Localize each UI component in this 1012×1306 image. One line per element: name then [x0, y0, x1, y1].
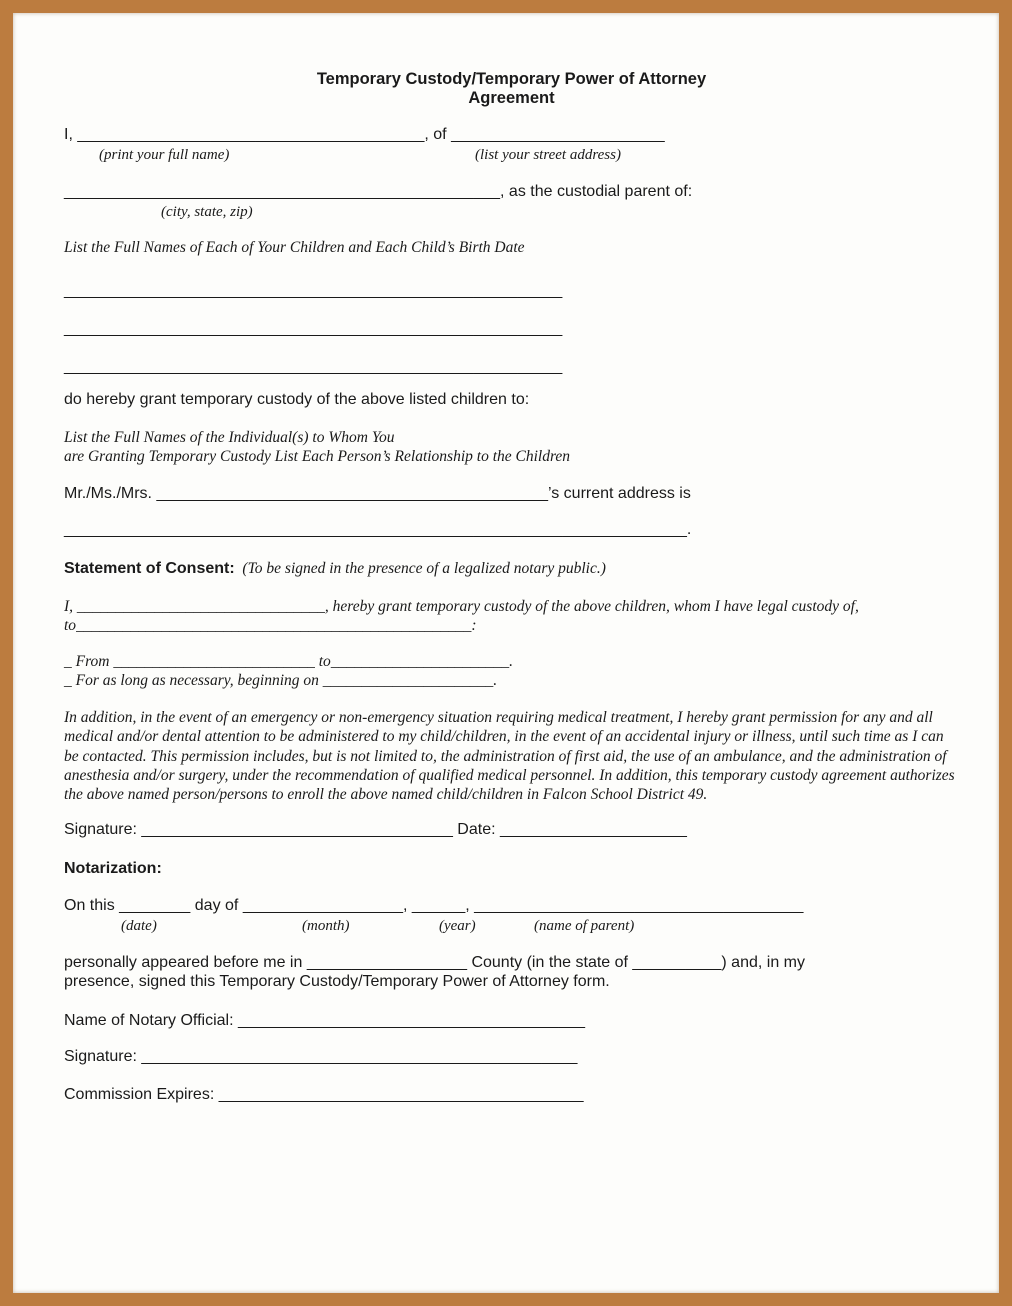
year-hint: (year): [439, 918, 476, 935]
form-content: [13, 13, 999, 1105]
date-blank: _____________________: [499, 821, 687, 839]
of-label: , of: [424, 126, 452, 143]
notary-signature-label: Signature:: [64, 1048, 142, 1066]
grantee-heading-line1: List the Full Names of the Individual(s) to Whom You: [64, 429, 395, 446]
grantee-name-line: [64, 484, 959, 504]
notary-date-blank: ________: [119, 897, 191, 915]
full-name-blank: _______________________________________: [77, 126, 425, 143]
i-label: I,: [64, 126, 78, 143]
consent-to-blank: ___________________________________________________: [76, 617, 472, 634]
county-blank: __________________: [306, 954, 467, 972]
child-blank-line-2: [64, 319, 959, 339]
child-blank-line-1: [64, 281, 959, 301]
mr-ms-mrs-label: Mr./Ms./Mrs.: [64, 485, 157, 502]
county-label: County (in the state of: [467, 954, 633, 972]
city-state-zip-blank: _________________________________________________: [64, 183, 501, 200]
grantee-address-period: .: [686, 521, 692, 538]
notary-hints: [64, 916, 959, 937]
from-label: _ From: [64, 653, 114, 670]
grantee-address-blank: ______________________________________________________________________: [64, 521, 687, 538]
city-hints: [64, 202, 959, 223]
city-line: [64, 182, 959, 202]
appeared-prefix: personally appeared before me in: [64, 954, 307, 972]
to-date-blank: _______________________: [330, 653, 510, 670]
on-this-label: On this: [64, 897, 120, 915]
duration-label: _ For as long as necessary, beginning on: [64, 672, 323, 689]
form-title: [64, 70, 959, 108]
appeared-line-2: presence, signed this Temporary Custody/Temporary Power of Attorney form.: [64, 973, 610, 991]
notary-name-blank: _______________________________________: [237, 1012, 586, 1030]
appeared-line-1: [64, 953, 959, 972]
child-blank-line-3: [64, 357, 959, 377]
custodial-parent-label: , as the custodial parent of:: [500, 183, 693, 200]
child-2-blank: ________________________________________________________: [64, 320, 563, 337]
signature-date-line: [64, 820, 959, 840]
consent-to-line: [64, 616, 959, 635]
notary-signature-line: [64, 1047, 959, 1067]
notarization-heading: Notarization:: [64, 860, 162, 878]
street-address-hint: (list your street address): [475, 147, 621, 163]
consent-grant-text: , hereby grant temporary custody of the above children, whom I have legal custody of,: [324, 598, 859, 615]
commission-label: Commission Expires:: [64, 1086, 219, 1104]
commission-blank: _________________________________________: [218, 1086, 584, 1104]
notary-comma1: ,: [402, 897, 412, 915]
grantee-name-blank: ____________________________________________: [156, 485, 548, 502]
commission-line: [64, 1085, 959, 1105]
consent-name-blank: ________________________________: [76, 598, 325, 615]
signature-blank: ___________________________________: [141, 821, 453, 839]
notary-name-line: [64, 1011, 959, 1031]
duration-period: .: [493, 672, 498, 689]
city-state-zip-hint: (city, state, zip): [161, 204, 253, 220]
consent-grant-line: [64, 597, 959, 616]
notary-comma2: ,: [465, 897, 475, 915]
state-blank: __________: [632, 954, 722, 972]
child-3-blank: ________________________________________________________: [64, 358, 563, 375]
duration-line: [64, 671, 959, 690]
month-hint: (month): [302, 918, 350, 935]
child-1-blank: ________________________________________________________: [64, 282, 563, 299]
notary-signature-blank: _________________________________________________: [141, 1048, 578, 1066]
name-address-hints: [64, 145, 959, 166]
grantee-address-line: [64, 520, 959, 540]
consent-to-label: to: [64, 617, 77, 634]
notary-name-label: Name of Notary Official:: [64, 1012, 238, 1030]
consent-heading-note: (To be signed in the presence of a legalized notary public.): [234, 560, 606, 577]
current-address-label: ’s current address is: [547, 485, 691, 502]
consent-heading-line: [64, 559, 959, 579]
name-address-line: [64, 125, 959, 145]
day-of-label: day of: [190, 897, 243, 915]
parent-name-blank: _____________________________________: [474, 897, 804, 915]
print-name-hint: (print your full name): [99, 147, 230, 163]
form-title-line1: Temporary Custody/Temporary Power of Attorney: [316, 70, 707, 88]
medical-consent-paragraph: In addition, in the event of an emergency or non-emergency situation requiring medical treatment, I hereby grant permission for any and all medical and/or dental attention to be administered to my child/children, in the event of an accidental injury or illness, until such time as I can be contacted. This permission includes, but is not limited to, the administration of first aid, the use of an ambulance, and the administration of anesthesia and/or surgery, under the recommendation of qualified medical personnel. In addition, this temporary custody agreement authorizes the above named person/persons to enroll the above named child/children in Falcon School District 49.: [64, 709, 955, 804]
notary-year-blank: ______: [411, 897, 466, 915]
duration-date-blank: ______________________: [322, 672, 494, 689]
to-label: to: [314, 653, 331, 670]
on-this-day-line: [64, 896, 959, 916]
consent-heading: Statement of Consent:: [64, 560, 235, 577]
form-title-line2: Agreement: [468, 89, 555, 107]
from-date-blank: __________________________: [113, 653, 315, 670]
from-to-line: [64, 652, 959, 671]
consent-i-label: I,: [64, 598, 77, 615]
from-line-period: .: [509, 653, 513, 670]
appeared-suffix: ) and, in my: [721, 954, 805, 972]
signature-label: Signature:: [64, 821, 142, 839]
consent-to-colon: :: [471, 617, 477, 634]
children-list-heading: List the Full Names of Each of Your Children and Each Child’s Birth Date: [64, 239, 525, 256]
date-label: Date:: [452, 821, 500, 839]
notary-month-blank: __________________: [242, 897, 403, 915]
parent-name-hint: (name of parent): [534, 918, 635, 935]
street-address-blank: ________________________: [451, 126, 665, 143]
date-hint: (date): [121, 918, 157, 935]
grantee-heading-line2: are Granting Temporary Custody List Each Person’s Relationship to the Children: [64, 448, 571, 465]
grant-custody-line: do hereby grant temporary custody of the above listed children to:: [64, 391, 530, 408]
